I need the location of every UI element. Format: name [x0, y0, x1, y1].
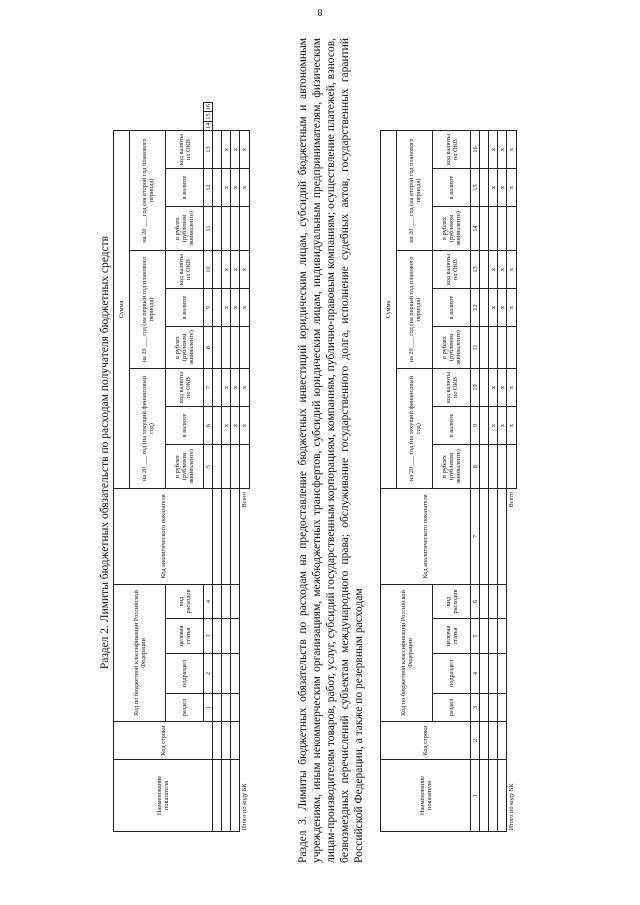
header-currency: в валюте	[166, 289, 204, 327]
col-number: 7	[204, 369, 213, 407]
x-mark: x	[231, 131, 240, 169]
col-number: 10	[471, 369, 480, 407]
col-number: 3	[471, 694, 480, 722]
col-number: 14	[471, 207, 480, 251]
col-number: 15	[471, 169, 480, 207]
header-analytic-code: Код аналитического показателя	[381, 489, 471, 585]
x-mark: x	[222, 369, 231, 407]
col-number: 2	[204, 654, 213, 694]
header-currency: в валюте	[433, 407, 471, 445]
col-number: 9	[204, 289, 213, 327]
x-mark: x	[222, 407, 231, 445]
col-number: 4	[204, 585, 213, 619]
header-bk-code: Код по бюджетной классификации Российской Федерации	[381, 585, 433, 722]
col-number: 10	[204, 251, 213, 289]
x-mark: x	[240, 251, 250, 289]
header-okv: код валюты по ОКВ	[166, 131, 204, 169]
itogo-label: Итого по коду БК	[241, 783, 249, 831]
header-row-code: Код строки	[381, 722, 471, 760]
header-year-first: на 20 ___ год (на первый год планового периода)	[397, 251, 433, 369]
total-row	[240, 103, 250, 832]
col-number: 16	[471, 131, 480, 169]
col-number: 1	[471, 760, 480, 832]
x-mark: x	[498, 369, 507, 407]
header-year-first: на 20 ___ год (на первый год планового периода)	[130, 251, 166, 369]
x-mark: x	[507, 407, 517, 445]
x-mark: x	[240, 131, 250, 169]
section2-title: Раздел 2. Лимиты бюджетных обязательств по расходам получателя бюджетных средств	[99, 235, 111, 670]
col-number: 8	[204, 327, 213, 369]
x-mark: x	[240, 369, 250, 407]
header-target-item: целевая статья	[166, 619, 204, 654]
header-rub: в рублях (рублевом эквиваленте)	[166, 327, 204, 369]
itogo-label: Итого по коду БК	[508, 783, 516, 831]
x-mark: x	[231, 169, 240, 207]
header-name: Наименование показателя	[114, 760, 213, 832]
header-year-current: на 20 ___ год (на текущий финансовый год)	[397, 369, 433, 489]
section2-table	[113, 102, 250, 832]
col-number: 12	[471, 289, 480, 327]
x-mark: x	[231, 289, 240, 327]
col-number: 1	[204, 694, 213, 722]
col-number: 13	[471, 251, 480, 289]
x-mark: x	[498, 407, 507, 445]
total-row	[507, 131, 517, 832]
header-currency: в валюте	[166, 169, 204, 207]
header-row-code: Код строки	[114, 722, 213, 760]
col-number: 5	[204, 445, 213, 489]
header-sum: Сумма	[381, 131, 397, 489]
header-okv: код валюты по ОКВ	[166, 369, 204, 407]
header-name: Наименование показателя	[381, 760, 471, 832]
table-row	[222, 103, 231, 832]
col-number: 4	[471, 654, 480, 694]
x-mark: x	[498, 131, 507, 169]
header-year-current: на 20 ___ год (на текущий финансовый год)	[130, 369, 166, 489]
x-mark: x	[498, 251, 507, 289]
header-rub: в рублях (рублевом эквиваленте)	[166, 207, 204, 251]
header-expense-type: вид расходов	[166, 585, 204, 619]
col-number: 9	[471, 407, 480, 445]
x-mark: x	[507, 131, 517, 169]
x-mark: x	[222, 131, 231, 169]
header-rub: в рублях (рублевом эквиваленте)	[433, 445, 471, 489]
header-sum: Сумма	[114, 131, 130, 489]
header-okv: код валюты по ОКВ	[433, 251, 471, 289]
x-mark: x	[222, 251, 231, 289]
col-number: 16	[204, 104, 212, 111]
col-number: 6	[471, 585, 480, 619]
x-mark: x	[231, 369, 240, 407]
col-number: 6	[204, 407, 213, 445]
header-okv: код валюты по ОКВ	[166, 251, 204, 289]
x-mark: x	[498, 169, 507, 207]
x-mark: x	[507, 251, 517, 289]
total-label: Всего	[508, 492, 516, 508]
page-number: 8	[317, 8, 323, 19]
section3-title: Раздел 3. Лимиты бюджетных обязательств по расходам на предоставление бюджетных инвестиций юридическим лицам, субсидий бюджетным и автономным учреждениям, иным некоммерческим организациям, межбюджетных трансфертов, субсидий юридическим лицам, индивидуальным предпринимателям, физическим лицам-производителям товаров, работ, услуг, субсидий государственным корпорациям, компаниям, публично-правовым компаниям; осуществление платежей, взносов, безвозмездных перечислений субъектам международного права; обслуживание государственного долга, исполнение судебных актов, государственных гарантий Российской Федерации, а также по резервным расходам	[297, 38, 365, 863]
col-number: 12	[204, 169, 213, 207]
header-year-second: на 20 ___ год (на второй год планового периода)	[130, 131, 166, 251]
col-number: 3	[204, 619, 213, 654]
col-number: 11	[204, 207, 213, 251]
table-row	[231, 103, 240, 832]
col-number: 15	[204, 113, 212, 120]
col-number: 2	[471, 722, 480, 760]
x-mark: x	[489, 369, 498, 407]
x-mark: x	[507, 169, 517, 207]
x-mark: x	[222, 289, 231, 327]
x-mark: x	[507, 369, 517, 407]
x-mark: x	[489, 407, 498, 445]
header-expense-type: вид расходов	[433, 585, 471, 619]
x-mark: x	[489, 289, 498, 327]
header-analytic-code: Код аналитического показателя	[114, 489, 213, 585]
total-label: Всего	[241, 492, 249, 508]
table-row	[213, 103, 222, 832]
header-currency: в валюте	[433, 289, 471, 327]
col-number: 8	[471, 445, 480, 489]
table-row	[480, 131, 489, 832]
x-mark: x	[489, 251, 498, 289]
header-subsection: подраздел	[433, 654, 471, 694]
x-mark: x	[231, 407, 240, 445]
header-currency: в валюте	[433, 169, 471, 207]
x-mark: x	[489, 131, 498, 169]
x-mark: x	[240, 289, 250, 327]
header-rub: в рублях (рублевом эквиваленте)	[433, 327, 471, 369]
header-rub: в рублях (рублевом эквиваленте)	[433, 207, 471, 251]
x-mark: x	[489, 169, 498, 207]
header-target-item: целевая статья	[433, 619, 471, 654]
table-row	[489, 131, 498, 832]
header-okv: код валюты по ОКВ	[433, 369, 471, 407]
header-section: раздел	[166, 694, 204, 722]
header-rub: в рублях (рублевом эквиваленте)	[166, 445, 204, 489]
col-number: 13	[204, 131, 213, 169]
x-mark: x	[240, 169, 250, 207]
x-mark: x	[222, 169, 231, 207]
header-section: раздел	[433, 694, 471, 722]
x-mark: x	[498, 289, 507, 327]
table-row	[498, 131, 507, 832]
header-year-second: на 20 ___ год (на второй год планового периода)	[397, 131, 433, 251]
header-currency: в валюте	[166, 407, 204, 445]
column-number-row	[471, 131, 480, 832]
col-number: 5	[471, 619, 480, 654]
header-subsection: подраздел	[166, 654, 204, 694]
x-mark: x	[507, 289, 517, 327]
col-number: 11	[471, 327, 480, 369]
x-mark: x	[231, 251, 240, 289]
col-number: 14	[204, 122, 212, 129]
header-bk-code: Код по бюджетной классификации Российской Федерации	[114, 585, 166, 722]
x-mark: x	[240, 407, 250, 445]
col-number: 7	[471, 489, 480, 585]
section3-table	[380, 130, 517, 832]
header-okv: код валюты по ОКВ	[433, 131, 471, 169]
